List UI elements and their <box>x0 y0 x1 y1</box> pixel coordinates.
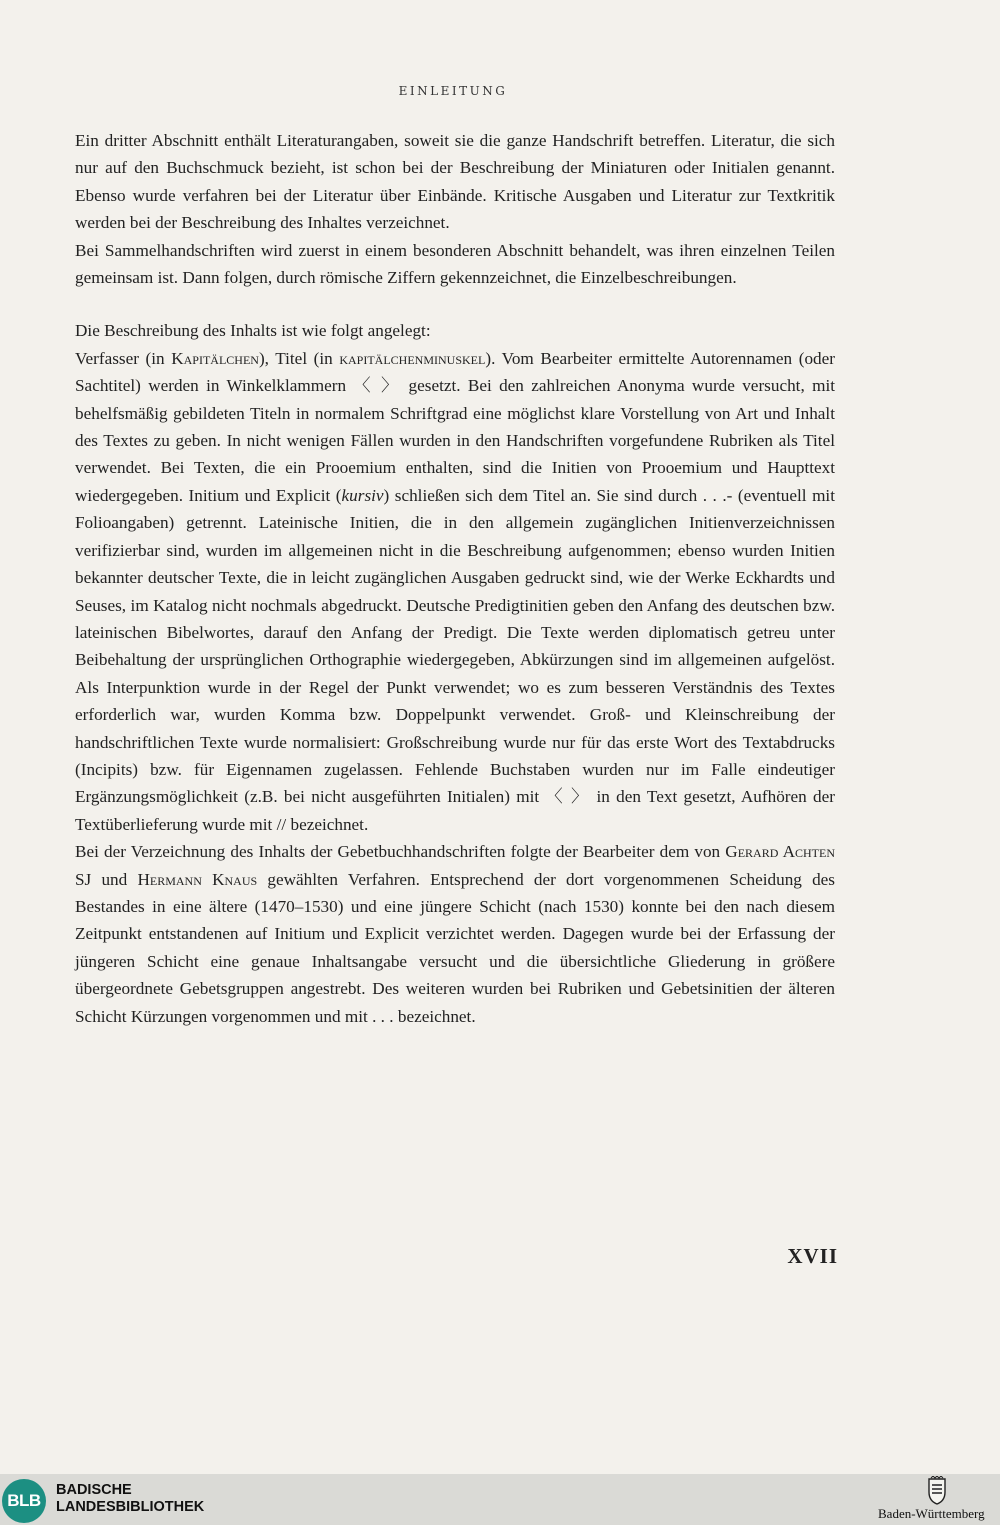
text-segment: Verfasser (in <box>75 348 172 368</box>
footer-bar <box>0 1474 1000 1525</box>
small-caps-text: Hermann Knaus <box>137 869 258 889</box>
library-name[interactable] <box>56 1482 204 1516</box>
blb-logo-badge[interactable]: BLB <box>2 1479 46 1523</box>
state-name: Baden-Württemberg <box>878 1506 985 1521</box>
italic-text: kursiv <box>341 485 384 505</box>
small-caps-text: Gerard Achten <box>725 842 835 862</box>
paragraph <box>75 237 835 292</box>
body-text <box>75 127 835 1030</box>
library-name-line1: BADISCHE <box>56 1482 132 1498</box>
text-segment: ) schließen sich dem Titel an. Sie sind durch . . .- (eventuell mit Folioangaben) getrennt. Lateinische Initien, die in den allgemein zugänglichen Initienverzeichnissen verifizierbar sind, wurden im allgemeinen nicht in die Beschreibung aufgenommen; ebenso wurden Initien bekannter deutscher Texte, die in leicht zugänglichen Ausgaben gedruckt sind, wie der Werke Eckhardts und Seuses, im Katalog nicht nochmals abgedruckt. Deutsche Predigtinitien geben den Anfang des deutschen bzw. lateinischen Bibelwortes, darauf den Anfang der Predigt. Die Texte werden diplomatisch getreu unter Beibehaltung der ursprünglichen Orthographie wiedergegeben, Abkürzungen sind im allgemeinen aufgelöst. Als Interpunktion wurde in der Regel der Punkt verwendet; wo es zum besseren Verständnis des Textes erforderlich war, wurden Komma bzw. Doppelpunkt verwendet. Groß- und Kleinschreibung der handschriftlichen Texte wurde normalisiert: Großschreibung wurde nur für das erste Wort des Textabdrucks (Incipits) bzw. für Eigennamen zugelassen. Fehlende Buchstaben wurden nur im Falle eindeutiger Ergänzungsmöglichkeit (z.B. bei nicht ausgeführten Initialen) mit 〈 〉 in den Text gesetzt, Aufhören der Textüberlieferung wurde mit // bezeichnet. <box>75 485 835 834</box>
small-caps-text: Kapitälchen <box>171 348 259 368</box>
text-segment: Ein dritter Abschnitt enthält Literaturangaben, soweit sie die ganze Handschrift betreffen. Literatur, die sich nur auf den Buchschmuck bezieht, ist schon bei der Beschreibung der Miniaturen oder Initialen genannt. Ebenso wurde verfahren bei der Literatur über Einbände. Kritische Ausgaben und Literatur zur Textkritik werden bei der Beschreibung des Inhaltes verzeichnet. <box>75 131 835 233</box>
page-number: XVII <box>787 1244 838 1268</box>
text-segment: ), Titel (in <box>258 348 340 368</box>
paragraph <box>75 127 835 237</box>
text-segment: ). Vom Bearbeiter ermittelte Autorennamen (oder Sachtitel) werden in Winkelklammern 〈 〉 gesetzt. Bei den zahlreichen Anonyma wurde versucht, mit behelfsmäßig gebildeten Titeln in normalem Schriftgrad eine möglichst klare Vorstellung von Art und Inhalt des Textes zu geben. In nicht wenigen Fällen wurden in den Handschriften vorgefundene Rubriken als Titel verwendet. Bei Texten, die ein Prooemium enthalten, sind die Initien von Prooemium und Haupttext wiedergegeben. Initium und Explicit ( <box>75 348 835 505</box>
page-header: EINLEITUNG <box>398 84 508 98</box>
paragraph <box>75 317 835 344</box>
text-segment: Bei der Verzeichnung des Inhalts der Gebetbuchhandschriften folgte der Bearbeiter dem von <box>75 842 726 862</box>
library-name-line2: LANDESBIBLIOTHEK <box>56 1499 205 1515</box>
paragraph <box>75 838 835 1030</box>
text-segment: Bei Sammelhandschriften wird zuerst in einem besonderen Abschnitt behandelt, was ihren einzelnen Teilen gemeinsam ist. Dann folgen, durch römische Ziffern gekennzeichnet, die Einzelbeschreibungen. <box>75 240 835 288</box>
text-segment: Die Beschreibung des Inhalts ist wie folgt angelegt: <box>75 321 431 341</box>
small-caps-text: kapitälchenminuskel <box>339 348 486 368</box>
text-segment: gewählten Verfahren. Entsprechend der dort vorgenommenen Scheidung des Bestandes in eine ältere (1470–1530) und eine jüngere Schicht (nach 1530) konnte bei den nach diesem Zeitpunkt entstandenen auf Initium und Explicit verzichtet werden. Dagegen wurde bei der Erfassung der jüngeren Schicht eine genaue Inhaltsangabe versucht und die übersichtliche Gliederung in größere übergeordnete Gebetsgruppen angestrebt. Des weiteren wurden bei Rubriken und Gebetsinitien der älteren Schicht Kürzungen vorgenommen und mit . . . bezeichnet. <box>75 869 835 1026</box>
text-segment: SJ und <box>75 869 138 889</box>
coat-of-arms-icon <box>924 1476 950 1506</box>
paragraph <box>75 345 835 838</box>
